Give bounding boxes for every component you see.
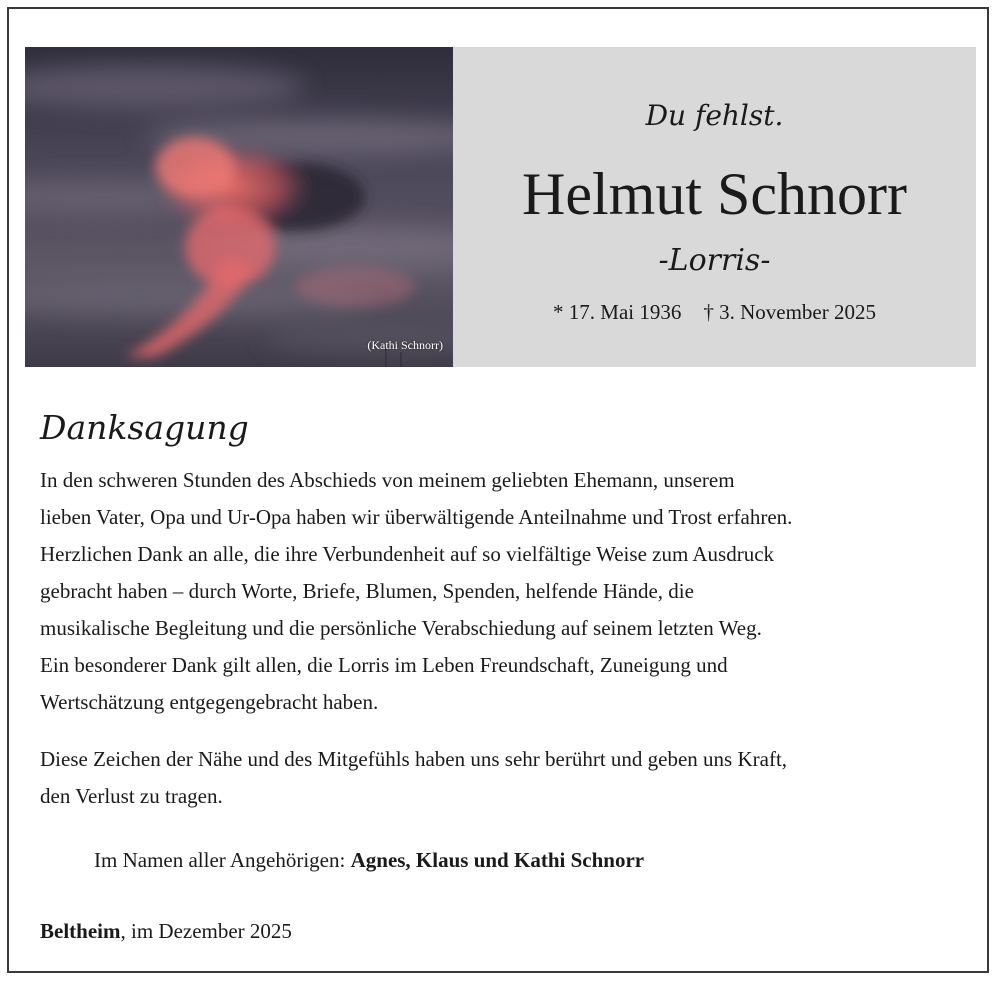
birth-date: * 17. Mai 1936 bbox=[553, 300, 682, 324]
signoff-names: Agnes, Klaus und Kathi Schnorr bbox=[350, 848, 645, 872]
place-date-text: , im Dezember 2025 bbox=[120, 919, 292, 943]
paragraph-line: gebracht haben – durch Worte, Briefe, Blumen, Spenden, helfende Hände, die bbox=[40, 579, 694, 603]
place-city: Beltheim bbox=[40, 919, 121, 943]
deceased-name: Helmut Schnorr bbox=[522, 161, 907, 227]
thanks-paragraph bbox=[40, 462, 980, 721]
paragraph-line: In den schweren Stunden des Abschieds von meinem geliebten Ehemann, unserem bbox=[40, 468, 735, 492]
paragraph-line: lieben Vater, Opa und Ur-Opa haben wir überwältigende Anteilnahme und Trost erfahren. bbox=[40, 505, 793, 529]
signoff bbox=[94, 848, 644, 873]
paragraph-line: Diese Zeichen der Nähe und des Mitgefühls haben uns sehr berührt und geben uns Kraft, bbox=[40, 747, 788, 771]
cloud-photo-image bbox=[25, 47, 453, 367]
life-dates bbox=[453, 300, 976, 325]
death-date: † 3. November 2025 bbox=[703, 300, 876, 324]
paragraph-line: Wertschätzung entgegengebracht haben. bbox=[40, 690, 379, 714]
paragraph-line: den Verlust zu tragen. bbox=[40, 784, 223, 808]
motto: Du fehlst. bbox=[645, 99, 784, 132]
nickname: -Lorris- bbox=[658, 243, 771, 278]
paragraph-line: Herzlichen Dank an alle, die ihre Verbundenheit auf so vielfältige Weise zum Ausdruck bbox=[40, 542, 775, 566]
paragraph-line: Ein besonderer Dank gilt allen, die Lorris im Leben Freundschaft, Zuneigung und bbox=[40, 653, 728, 677]
photo-credit: (Kathi Schnorr) bbox=[367, 338, 443, 352]
place-date bbox=[40, 919, 292, 944]
paragraph-line: musikalische Begleitung und die persönliche Verabschiedung auf seinem letzten Weg. bbox=[40, 616, 762, 640]
closing-paragraph bbox=[40, 741, 980, 815]
signoff-prefix: Im Namen aller Angehörigen: bbox=[94, 848, 351, 872]
section-heading: Danksagung bbox=[40, 408, 249, 447]
memorial-photo bbox=[25, 47, 453, 367]
title-panel bbox=[453, 47, 976, 367]
